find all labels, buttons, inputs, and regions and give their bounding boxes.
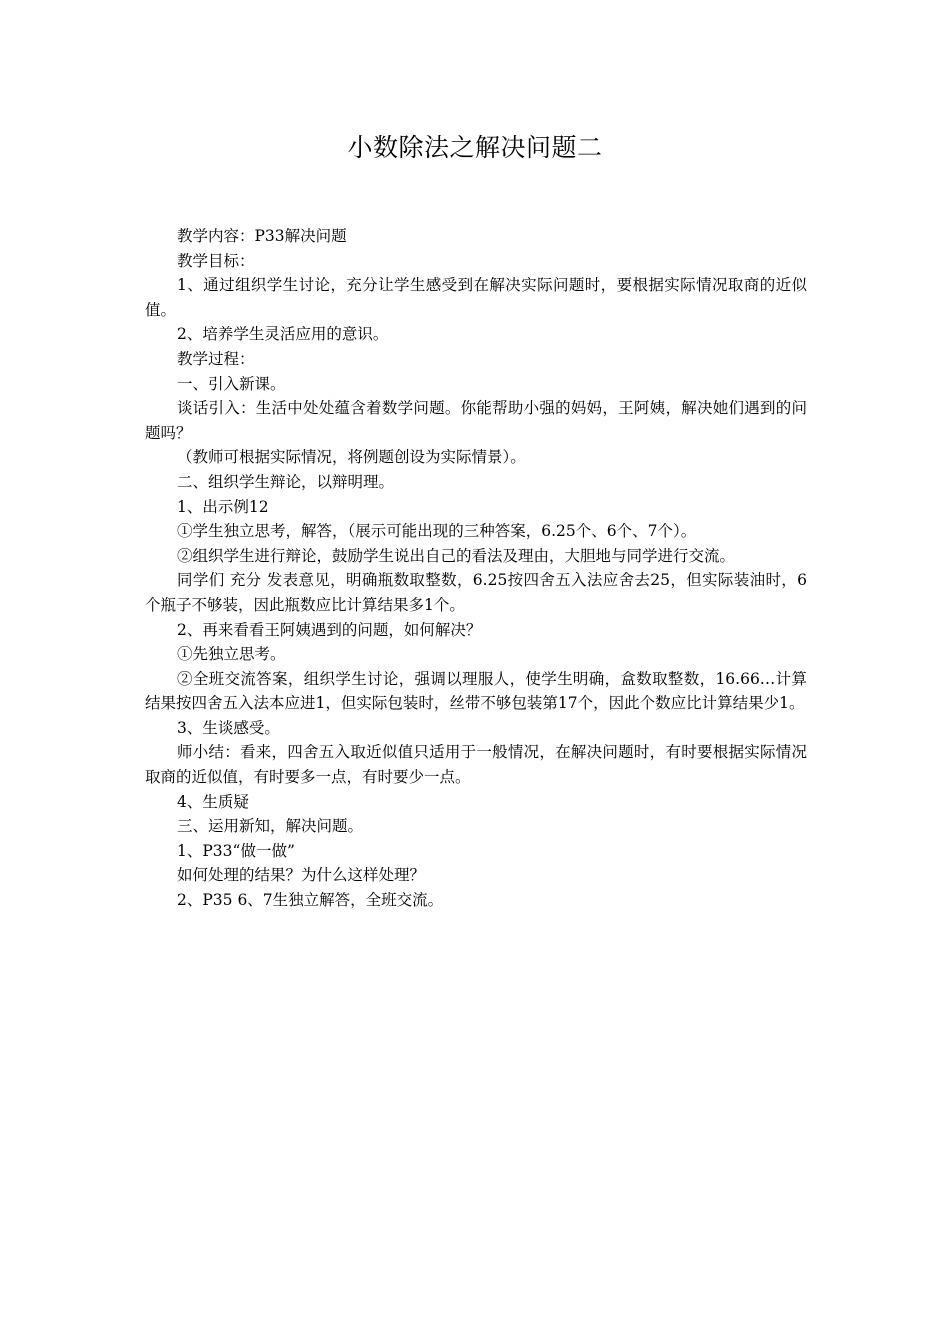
paragraph-teaching-goals-heading: 教学目标： <box>177 251 255 270</box>
paragraph-think-first: ①先独立思考。 <box>177 645 286 664</box>
paragraph-share-feelings: 3、生谈感受。 <box>177 718 280 737</box>
paragraph-section-2-heading: 二、组织学生辩论，以辩明理。 <box>177 472 395 491</box>
paragraph-intro-talk: 谈话引入：生活中处处蕴含着数学问题。你能帮助小强的妈妈，王阿姨，解决她们遇到的问题吗？ <box>145 399 807 442</box>
paragraph-wang-problem: 2、再来看看王阿姨遇到的问题，如何解决？ <box>177 620 482 639</box>
paragraph-process-heading: 教学过程： <box>177 349 255 368</box>
document-body <box>145 224 807 913</box>
paragraph-example-12: 1、出示例12 <box>177 497 269 516</box>
paragraph-p35-exercise: 2、P35 6、7生独立解答，全班交流。 <box>177 891 444 910</box>
paragraph-p33-practice: 1、P33“做一做” <box>177 841 295 860</box>
document-title: 小数除法之解决问题二 <box>347 133 603 162</box>
paragraph-teacher-summary: 师小结：看来，四舍五入取近似值只适用于一般情况，在解决问题时，有时要根据实际情况取商的近似值，有时要多一点，有时要少一点。 <box>145 743 807 787</box>
paragraph-step-debate: ②组织学生进行辩论，鼓励学生说出自己的看法及理由，大胆地与同学进行交流。 <box>177 546 736 565</box>
paragraph-goal-1: 1、通过组织学生讨论，充分让学生感受到在解决实际问题时，要根据实际情况取商的近似值。 <box>145 276 807 319</box>
paragraph-bottle-conclusion: 同学们 充分 发表意见，明确瓶数取整数，6.25按四舍五入法应舍去25，但实际装油时，6个瓶子不够装，因此瓶数应比计算结果多1个。 <box>145 571 807 614</box>
paragraph-box-conclusion: ②全班交流答案，组织学生讨论，强调以理服人，使学生明确，盒数取整数，16.66…计算结果按四舍五入法本应进1，但实际包装时，丝带不够包装第17个，因此个数应比计算结果少1。 <box>145 669 807 713</box>
paragraph-how-to-handle: 如何处理的结果？为什么这样处理？ <box>177 866 426 885</box>
paragraph-section-1-heading: 一、引入新课。 <box>177 374 286 393</box>
paragraph-teaching-content: 教学内容：P33解决问题 <box>177 227 347 245</box>
paragraph-questions: 4、生质疑 <box>177 792 249 811</box>
paragraph-section-3-heading: 三、运用新知，解决问题。 <box>177 817 364 836</box>
paragraph-teacher-note: （教师可根据实际情况，将例题创设为实际情景）。 <box>177 448 526 467</box>
paragraph-goal-2: 2、培养学生灵活应用的意识。 <box>177 325 389 344</box>
paragraph-step-independent: ①学生独立思考，解答，（展示可能出现的三种答案，6.25个、6个、7个）。 <box>177 522 697 541</box>
